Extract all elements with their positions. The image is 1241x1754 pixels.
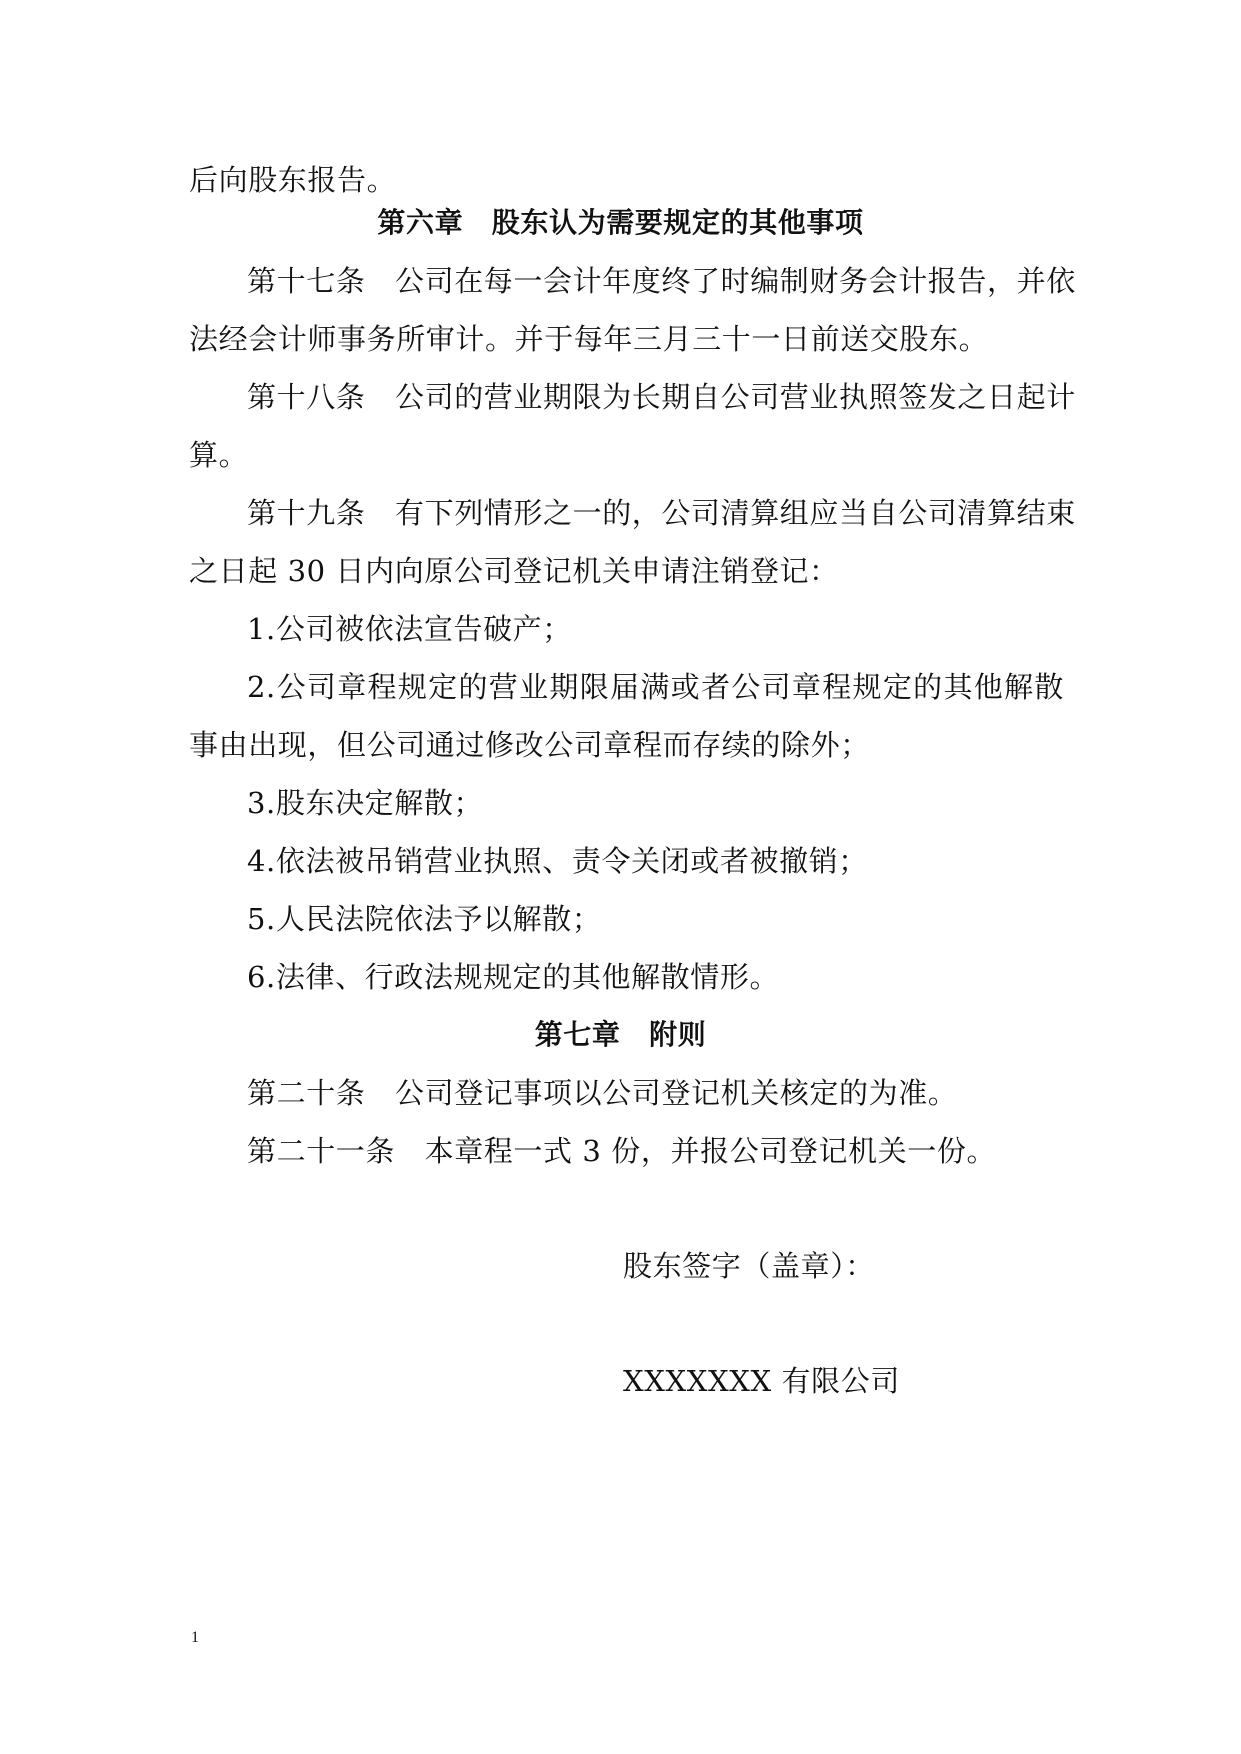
article-line: 第十九条 有下列情形之一的，公司清算组应当自公司清算结束: [247, 496, 1076, 530]
list-item: 2.公司章程规定的营业期限届满或者公司章程规定的其他解散: [247, 670, 1064, 704]
list-item: 6.法律、行政法规规定的其他解散情形。: [247, 960, 780, 994]
article-line: 法经会计师事务所审计。并于每年三月三十一日前送交股东。: [189, 322, 989, 356]
article-line: 第二十条 公司登记事项以公司登记机关核定的为准。: [247, 1076, 958, 1110]
list-item: 4.依法被吊销营业执照、责令关闭或者被撤销；: [247, 844, 868, 878]
article-line: 第十八条 公司的营业期限为长期自公司营业执照签发之日起计: [247, 380, 1076, 414]
list-item: 3.股东决定解散；: [247, 786, 484, 820]
company-name: XXXXXXX 有限公司: [623, 1364, 900, 1398]
chapter-heading: 第六章 股东认为需要规定的其他事项: [377, 206, 864, 239]
page-number: 1: [191, 1629, 199, 1646]
chapter-heading: 第七章 附则: [534, 1018, 707, 1051]
signature-label: 股东签字（盖章）：: [623, 1249, 875, 1283]
article-line: 算。: [189, 438, 249, 472]
list-item: 1.公司被依法宣告破产；: [247, 612, 572, 646]
list-item-continuation: 事由出现，但公司通过修改公司章程而存续的除外；: [189, 728, 870, 762]
article-line: 第十七条 公司在每一会计年度终了时编制财务会计报告，并依: [247, 264, 1076, 298]
article-line: 之日起 30 日内向原公司登记机关申请注销登记：: [189, 554, 839, 588]
article-line: 第二十一条 本章程一式 3 份，并报公司登记机关一份。: [247, 1134, 997, 1168]
paragraph-line: 后向股东报告。: [189, 163, 397, 197]
list-item: 5.人民法院依法予以解散；: [247, 902, 602, 936]
